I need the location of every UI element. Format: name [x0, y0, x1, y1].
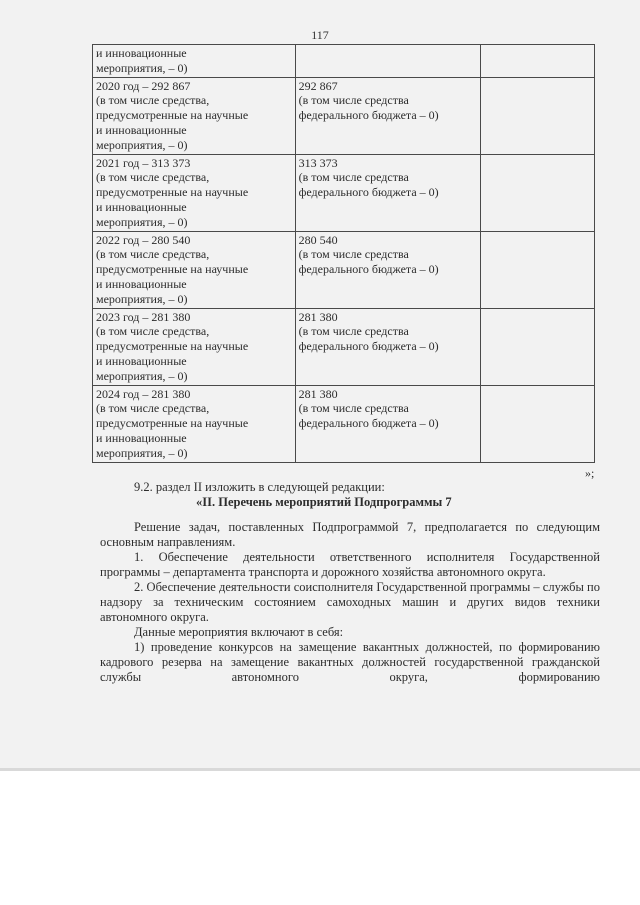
table-cell [93, 154, 296, 231]
cell-text: 281 380 [298, 386, 338, 401]
cell-text: (в том числе средства [298, 170, 409, 185]
table-cell [295, 308, 481, 385]
table-cell [481, 308, 595, 385]
paragraph: Решение задач, поставленных Подпрограммой 7, предполагается по следующим основным направлениям. [100, 520, 600, 549]
budget-table [92, 44, 595, 463]
table-row [93, 385, 595, 462]
cell-text: мероприятия, – 0) [96, 137, 188, 152]
cell-text: (в том числе средства, [96, 170, 210, 185]
paragraph: 2. Обеспечение деятельности соисполнителя Государственной программы – службы по надзору за техническим состоянием самоходных машин и других видов техники автономного округа. [100, 580, 600, 624]
cell-text: предусмотренные на научные [96, 416, 249, 431]
cell-text: (в том числе средства, [96, 401, 210, 416]
cell-text: предусмотренные на научные [96, 262, 249, 277]
table-row [93, 231, 595, 308]
table-cell [93, 231, 296, 308]
cell-text: мероприятия, – 0) [96, 291, 188, 306]
cell-text: и инновационные [96, 353, 187, 368]
cell-text: мероприятия, – 0) [96, 214, 188, 229]
paragraph: 1) проведение конкурсов на замещение вакантных должностей, по формированию кадрового резерва на замещение вакантных должностей государственной гражданской службы автономного округа, формированию [100, 640, 600, 684]
section-heading [100, 480, 600, 510]
cell-text: (в том числе средства [298, 324, 409, 339]
table-cell [295, 231, 481, 308]
closing-quote: »; [585, 466, 595, 480]
cell-text: федерального бюджета – 0) [298, 262, 439, 277]
cell-text: предусмотренные на научные [96, 108, 249, 123]
table-row [93, 308, 595, 385]
table-cell [295, 45, 481, 78]
cell-text: 2022 год – 280 540 [96, 232, 191, 247]
cell-text: федерального бюджета – 0) [298, 416, 439, 431]
cell-text: мероприятия, – 0) [96, 445, 188, 460]
cell-text: 2021 год – 313 373 [96, 155, 191, 170]
page-number: 117 [311, 28, 329, 42]
table-cell [295, 385, 481, 462]
cell-text: федерального бюджета – 0) [298, 108, 439, 123]
cell-text: 2023 год – 281 380 [96, 309, 191, 324]
cell-text: 313 373 [298, 155, 338, 170]
paragraph: 1. Обеспечение деятельности ответственного исполнителя Государственной программы – департамента транспорта и дорожного хозяйства автономного округа. [100, 550, 600, 579]
cell-text: 292 867 [298, 78, 338, 93]
paragraph: Данные мероприятия включают в себя: [134, 625, 344, 639]
table-cell [295, 154, 481, 231]
cell-text: 2020 год – 292 867 [96, 78, 191, 93]
table-cell [481, 231, 595, 308]
table-row [93, 77, 595, 154]
table-row [93, 45, 595, 78]
cell-text: 280 540 [298, 232, 338, 247]
table-cell [295, 77, 481, 154]
cell-text: и инновационные [96, 199, 187, 214]
table-cell [481, 45, 595, 78]
body-text [100, 520, 600, 685]
section-title: «II. Перечень мероприятий Подпрограммы 7 [196, 495, 452, 509]
scan-edge [0, 768, 640, 771]
table-cell [481, 154, 595, 231]
cell-text: и инновационные [96, 276, 187, 291]
cell-text: (в том числе средства, [96, 247, 210, 262]
cell-text: и инновационные [96, 122, 187, 137]
table-cell [93, 308, 296, 385]
cell-text: (в том числе средства [298, 93, 409, 108]
cell-text: мероприятия, – 0) [96, 60, 188, 75]
cell-text: мероприятия, – 0) [96, 368, 188, 383]
cell-text: (в том числе средства, [96, 324, 210, 339]
table-cell [481, 385, 595, 462]
table-cell [93, 385, 296, 462]
cell-text: (в том числе средства, [96, 93, 210, 108]
cell-text: и инновационные [96, 430, 187, 445]
cell-text: федерального бюджета – 0) [298, 339, 439, 354]
edit-instruction: 9.2. раздел II изложить в следующей редакции: [134, 480, 385, 494]
table-cell [481, 77, 595, 154]
table-cell [93, 45, 296, 78]
table-cell [93, 77, 296, 154]
cell-text: предусмотренные на научные [96, 185, 249, 200]
cell-text: предусмотренные на научные [96, 339, 249, 354]
cell-text: (в том числе средства [298, 401, 409, 416]
cell-text: федерального бюджета – 0) [298, 185, 439, 200]
cell-text: (в том числе средства [298, 247, 409, 262]
cell-text: и инновационные [96, 46, 187, 60]
cell-text: 2024 год – 281 380 [96, 386, 191, 401]
table-row [93, 154, 595, 231]
cell-text: 281 380 [298, 309, 338, 324]
